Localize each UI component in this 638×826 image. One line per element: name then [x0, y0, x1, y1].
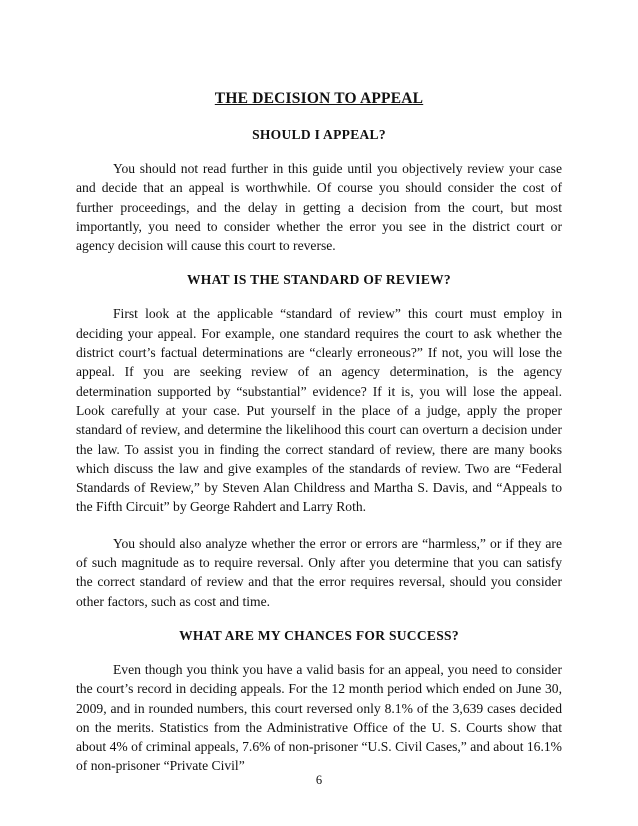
page-title: THE DECISION TO APPEAL [214, 90, 424, 107]
page-content [76, 90, 562, 793]
section-heading-standard-of-review: WHAT IS THE STANDARD OF REVIEW? [187, 272, 451, 288]
section-heading-should-i-appeal: SHOULD I APPEAL? [252, 127, 386, 142]
paragraph: First look at the applicable “standard of review” this court must employ in deciding your appeal. For example, one standard requires the court to ask whether the district court’s factual determinations are “clearly erroneous?” If not, you will lose the appeal. If you are seeking review of an agency determination, is the agency determination supported by “substantial” evidence? If it is, you will lose the appeal. Look carefully at your case. Put yourself in the place of a judge, apply the proper standard of review, and determine the likelihood this court can overturn a decision under the law. To assist you in finding the correct standard of review, there are many books which discuss the law and give examples of the standards of review. Two are “Federal Standards of Review,” by Steven Alan Childress and Martha S. Davis, and “Appeals to the Fifth Circuit” by George Rahdert and Larry Roth. [76, 306, 562, 515]
paragraph: You should also analyze whether the error or errors are “harmless,” or if they are of such magnitude as to require reversal. Only after you determine that you can satisfy the correct standard of review and that the error requires reversal, should you consider other factors, such as cost and time. [76, 535, 562, 609]
section-heading-chances-for-success: WHAT ARE MY CHANCES FOR SUCCESS? [179, 627, 459, 643]
page-number: 6 [315, 773, 323, 787]
paragraph: Even though you think you have a valid basis for an appeal, you need to consider the court’s record in deciding appeals. For the 12 month period which ended on June 30, 2009, and in rounded numbers, this court reversed only 8.1% of the 3,639 cases decided on the merits. Statistics from the Administrative Office of the U. S. Courts show that about 4% of criminal appeals, 7.6% of non-prisoner “U.S. Civil Cases,” and about 16.1% of non-prisoner “Private Civil” [76, 661, 562, 774]
paragraph: You should not read further in this guide until you objectively review your case and decide that an appeal is worthwhile. Of course you should consider the cost of further proceedings, and the delay in getting a decision from the court, but most importantly, you need to consider whether the error you see in the district court or agency decision will cause this court to reverse. [76, 161, 562, 254]
